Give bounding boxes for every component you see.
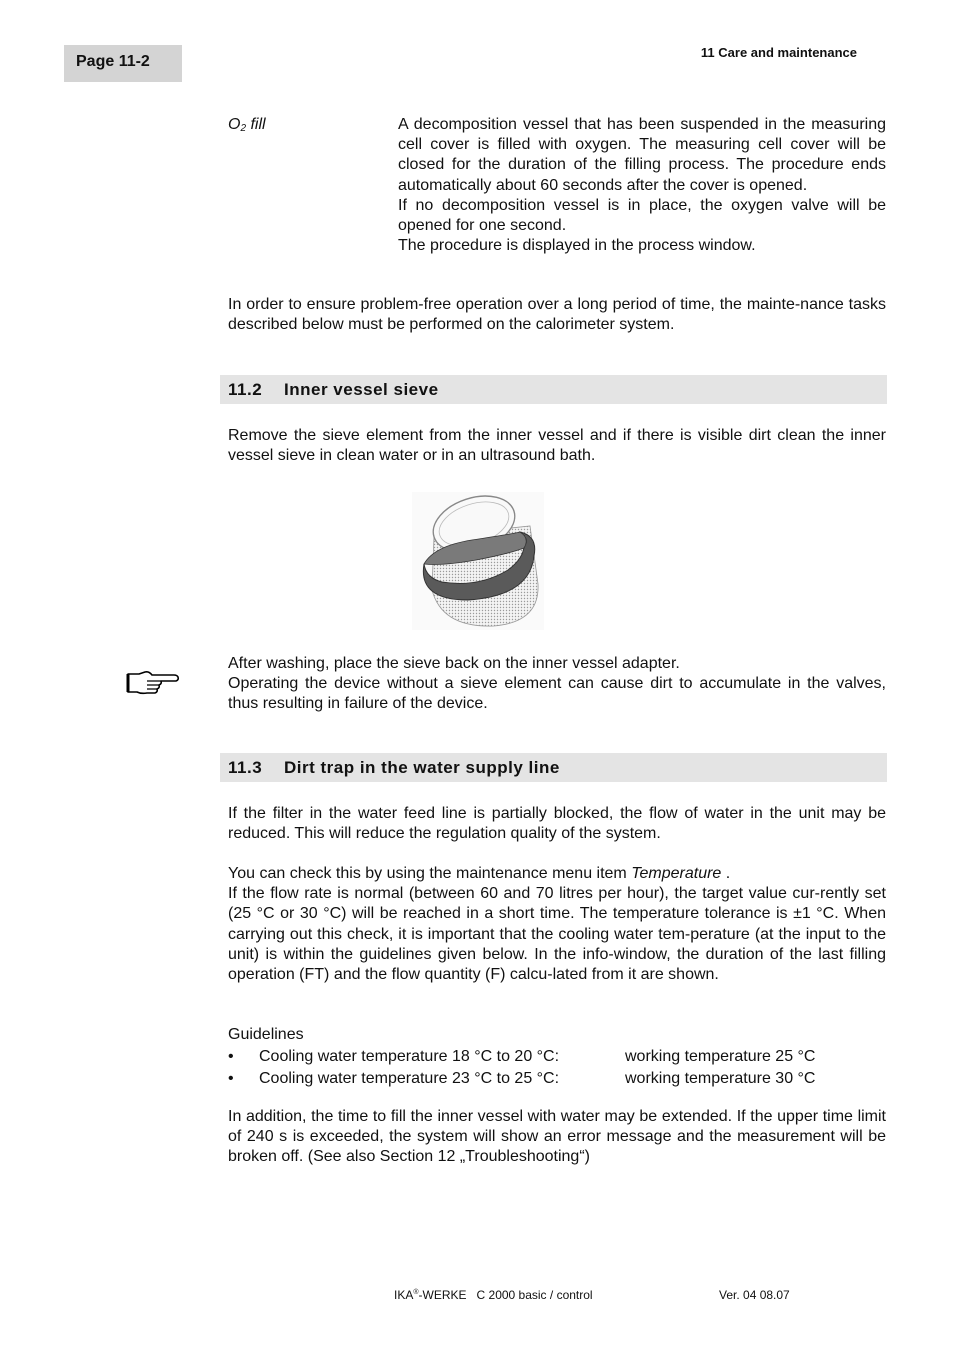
section-heading-11-2 <box>220 375 887 404</box>
o2-fill-description <box>398 115 886 256</box>
o2-paragraph-1: A decomposition vessel that has been suspended in the measuring cell cover is filled with oxygen. The measuring cell cover will be closed for the duration of the filling process. The procedure ends automatically about 60 seconds after the cover is opened. <box>398 116 886 194</box>
fill-time-paragraph: In addition, the time to fill the inner vessel with water may be extended. If the upper time limit of 240 s is exceeded, the system will show an error message and the measurement will be broken off. (See also Section 12 „Troubleshooting“) <box>228 1108 886 1166</box>
term-rest: fill <box>246 116 266 133</box>
term-subscript: 2 <box>240 123 247 134</box>
p2-before: You can check this by using the maintenance menu item <box>228 865 632 882</box>
chapter-title: 11 Care and maintenance <box>700 45 857 60</box>
o2-paragraph-3: The procedure is displayed in the process window. <box>398 237 756 255</box>
term-main: O <box>228 116 241 133</box>
bullet: • <box>228 1070 234 1087</box>
bullet: • <box>228 1048 234 1065</box>
section-number: 11.2 <box>228 380 263 399</box>
list-item <box>228 1046 886 1068</box>
dirt-trap-paragraph-1: If the filter in the water feed line is partially blocked, the flow of water in the unit may be reduced. This will reduce the regulation quality of the system. <box>228 805 886 843</box>
section-title: Dirt trap in the water supply line <box>284 758 560 777</box>
guidelines-list <box>228 1046 886 1090</box>
footer-version: Ver. 04 08.07 <box>719 1288 790 1302</box>
o2-fill-term <box>228 115 266 139</box>
note-line-1: After washing, place the sieve back on the inner vessel adapter. <box>228 655 680 672</box>
maintenance-intro: In order to ensure problem-free operation over a long period of time, the mainte-nance tasks described below must be performed on the calorimeter system. <box>228 296 886 334</box>
cooling-condition: Cooling water temperature 18 °C to 20 °C: <box>259 1048 560 1065</box>
section-title: Inner vessel sieve <box>284 380 439 399</box>
o2-paragraph-2: If no decomposition vessel is in place, the oxygen valve will be opened for one second. <box>398 196 886 235</box>
brand-model: -WERKE C 2000 basic / control <box>418 1288 593 1302</box>
section-heading-11-3 <box>220 753 887 782</box>
page-number-tab: Page 11-2 <box>64 45 182 82</box>
sieve-warning-note <box>228 654 886 715</box>
registered-mark: ® <box>413 1289 419 1296</box>
pointing-hand-icon <box>125 668 181 696</box>
brand: IKA <box>394 1288 414 1302</box>
list-item <box>228 1068 886 1090</box>
check-temperature-line <box>228 864 886 884</box>
menu-item-temperature: Temperature <box>631 865 722 882</box>
cooling-condition: Cooling water temperature 23 °C to 25 °C: <box>259 1070 560 1087</box>
footer-brand <box>394 1288 593 1302</box>
note-line-2: Operating the device without a sieve element can cause dirt to accumulate in the valves, thus resulting in failure of the device. <box>228 675 886 713</box>
working-temperature: working temperature 30 °C <box>625 1070 816 1087</box>
working-temperature: working temperature 25 °C <box>625 1048 816 1065</box>
section-number: 11.3 <box>228 758 263 777</box>
sieve-instructions: Remove the sieve element from the inner vessel and if there is visible dirt clean the inner vessel sieve in clean water or in an ultrasound bath. <box>228 427 886 465</box>
dirt-trap-paragraph-2 <box>228 864 886 985</box>
p2-after: . <box>721 865 731 882</box>
flow-rate-paragraph: If the flow rate is normal (between 60 and 70 litres per hour), the target value cur-rently set (25 °C or 30 °C) will be reached in a short time. The temperature tolerance is ±1 °C. When carrying out this check, it is important that the cooling water tem-perature (at the input to the unit) is within the guidelines given below. In the info-window, the duration of the last filling operation (FT) and the flow quantity (F) calcu-lated from it are shown. <box>228 885 886 984</box>
guidelines-label: Guidelines <box>228 1026 304 1043</box>
sieve-element-illustration <box>412 492 544 630</box>
